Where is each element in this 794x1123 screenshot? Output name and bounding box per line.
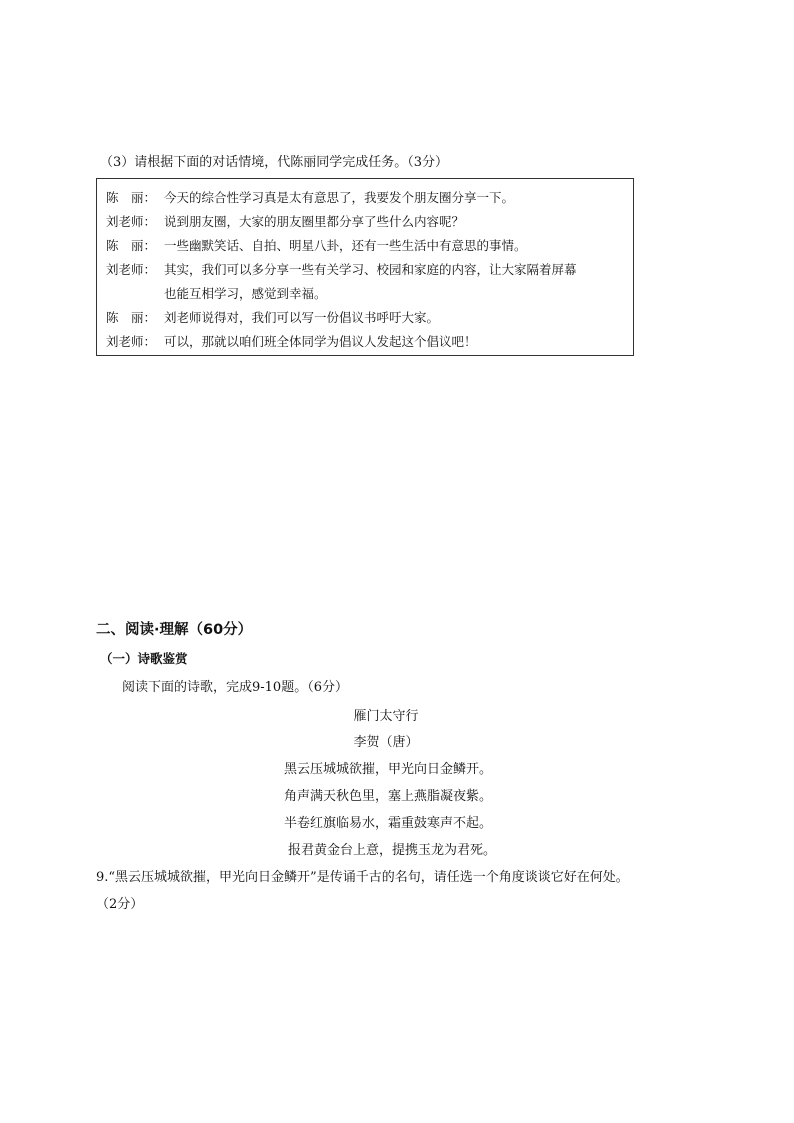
- utterance: 可以，那就以咱们班全体同学为倡议人发起这个倡议吧！: [164, 334, 477, 349]
- question-9: 9.“黑云压城城欲摧，甲光向日金鳞开”是传诵千古的名句，请任选一个角度谈谈它好在何处。: [96, 870, 629, 885]
- dialogue-box: [96, 178, 634, 356]
- task3-prompt: （3）请根据下面的对话情境，代陈丽同学完成任务。（3分）: [100, 155, 449, 170]
- section-title: 二、阅读·理解（60分）: [96, 622, 253, 638]
- dialogue-line: [106, 332, 477, 350]
- utterance: 说到朋友圈，大家的朋友圈里都分享了些什么内容呢？: [164, 214, 465, 229]
- sub-section-title: （一）诗歌鉴赏: [100, 651, 188, 666]
- speaker: 陈 丽：: [106, 310, 157, 325]
- speaker: 刘老师：: [106, 334, 157, 349]
- reading-instruction: 阅读下面的诗歌，完成9-10题。（6分）: [122, 680, 348, 695]
- dialogue-line: [106, 260, 577, 278]
- utterance: 刘老师说得对，我们可以写一份倡议书呼吁大家。: [164, 310, 440, 325]
- poem-line: 角声满天秋色里，塞上燕脂凝夜紫。: [284, 789, 493, 804]
- speaker: 刘老师：: [106, 262, 157, 277]
- poem-line: 半卷红旗临易水，霜重鼓寒声不起。: [284, 816, 493, 831]
- utterance: 一些幽默笑话、自拍、明星八卦，还有一些生活中有意思的事情。: [164, 238, 527, 253]
- dialogue-line-continued: [164, 284, 327, 302]
- question-9-points: （2分）: [96, 897, 144, 912]
- poem-title: 雁门太守行: [353, 709, 419, 724]
- dialogue-line: [106, 236, 527, 254]
- dialogue-line: [106, 308, 439, 326]
- dialogue-line: [106, 212, 464, 230]
- speaker: 陈 丽：: [106, 238, 157, 253]
- speaker: 陈 丽：: [106, 190, 157, 205]
- poem-line: 报君黄金台上意，提携玉龙为君死。: [288, 843, 497, 858]
- utterance: 今天的综合性学习真是太有意思了，我要发个朋友圈分享一下。: [164, 190, 515, 205]
- speaker: 刘老师：: [106, 214, 157, 229]
- dialogue-line: [106, 188, 514, 206]
- utterance: 也能互相学习，感觉到幸福。: [164, 286, 327, 301]
- utterance: 其实，我们可以多分享一些有关学习、校园和家庭的内容，让大家隔着屏幕: [164, 262, 577, 277]
- poem-line: 黑云压城城欲摧，甲光向日金鳞开。: [284, 762, 493, 777]
- poem-author: 李贺（唐）: [353, 735, 419, 750]
